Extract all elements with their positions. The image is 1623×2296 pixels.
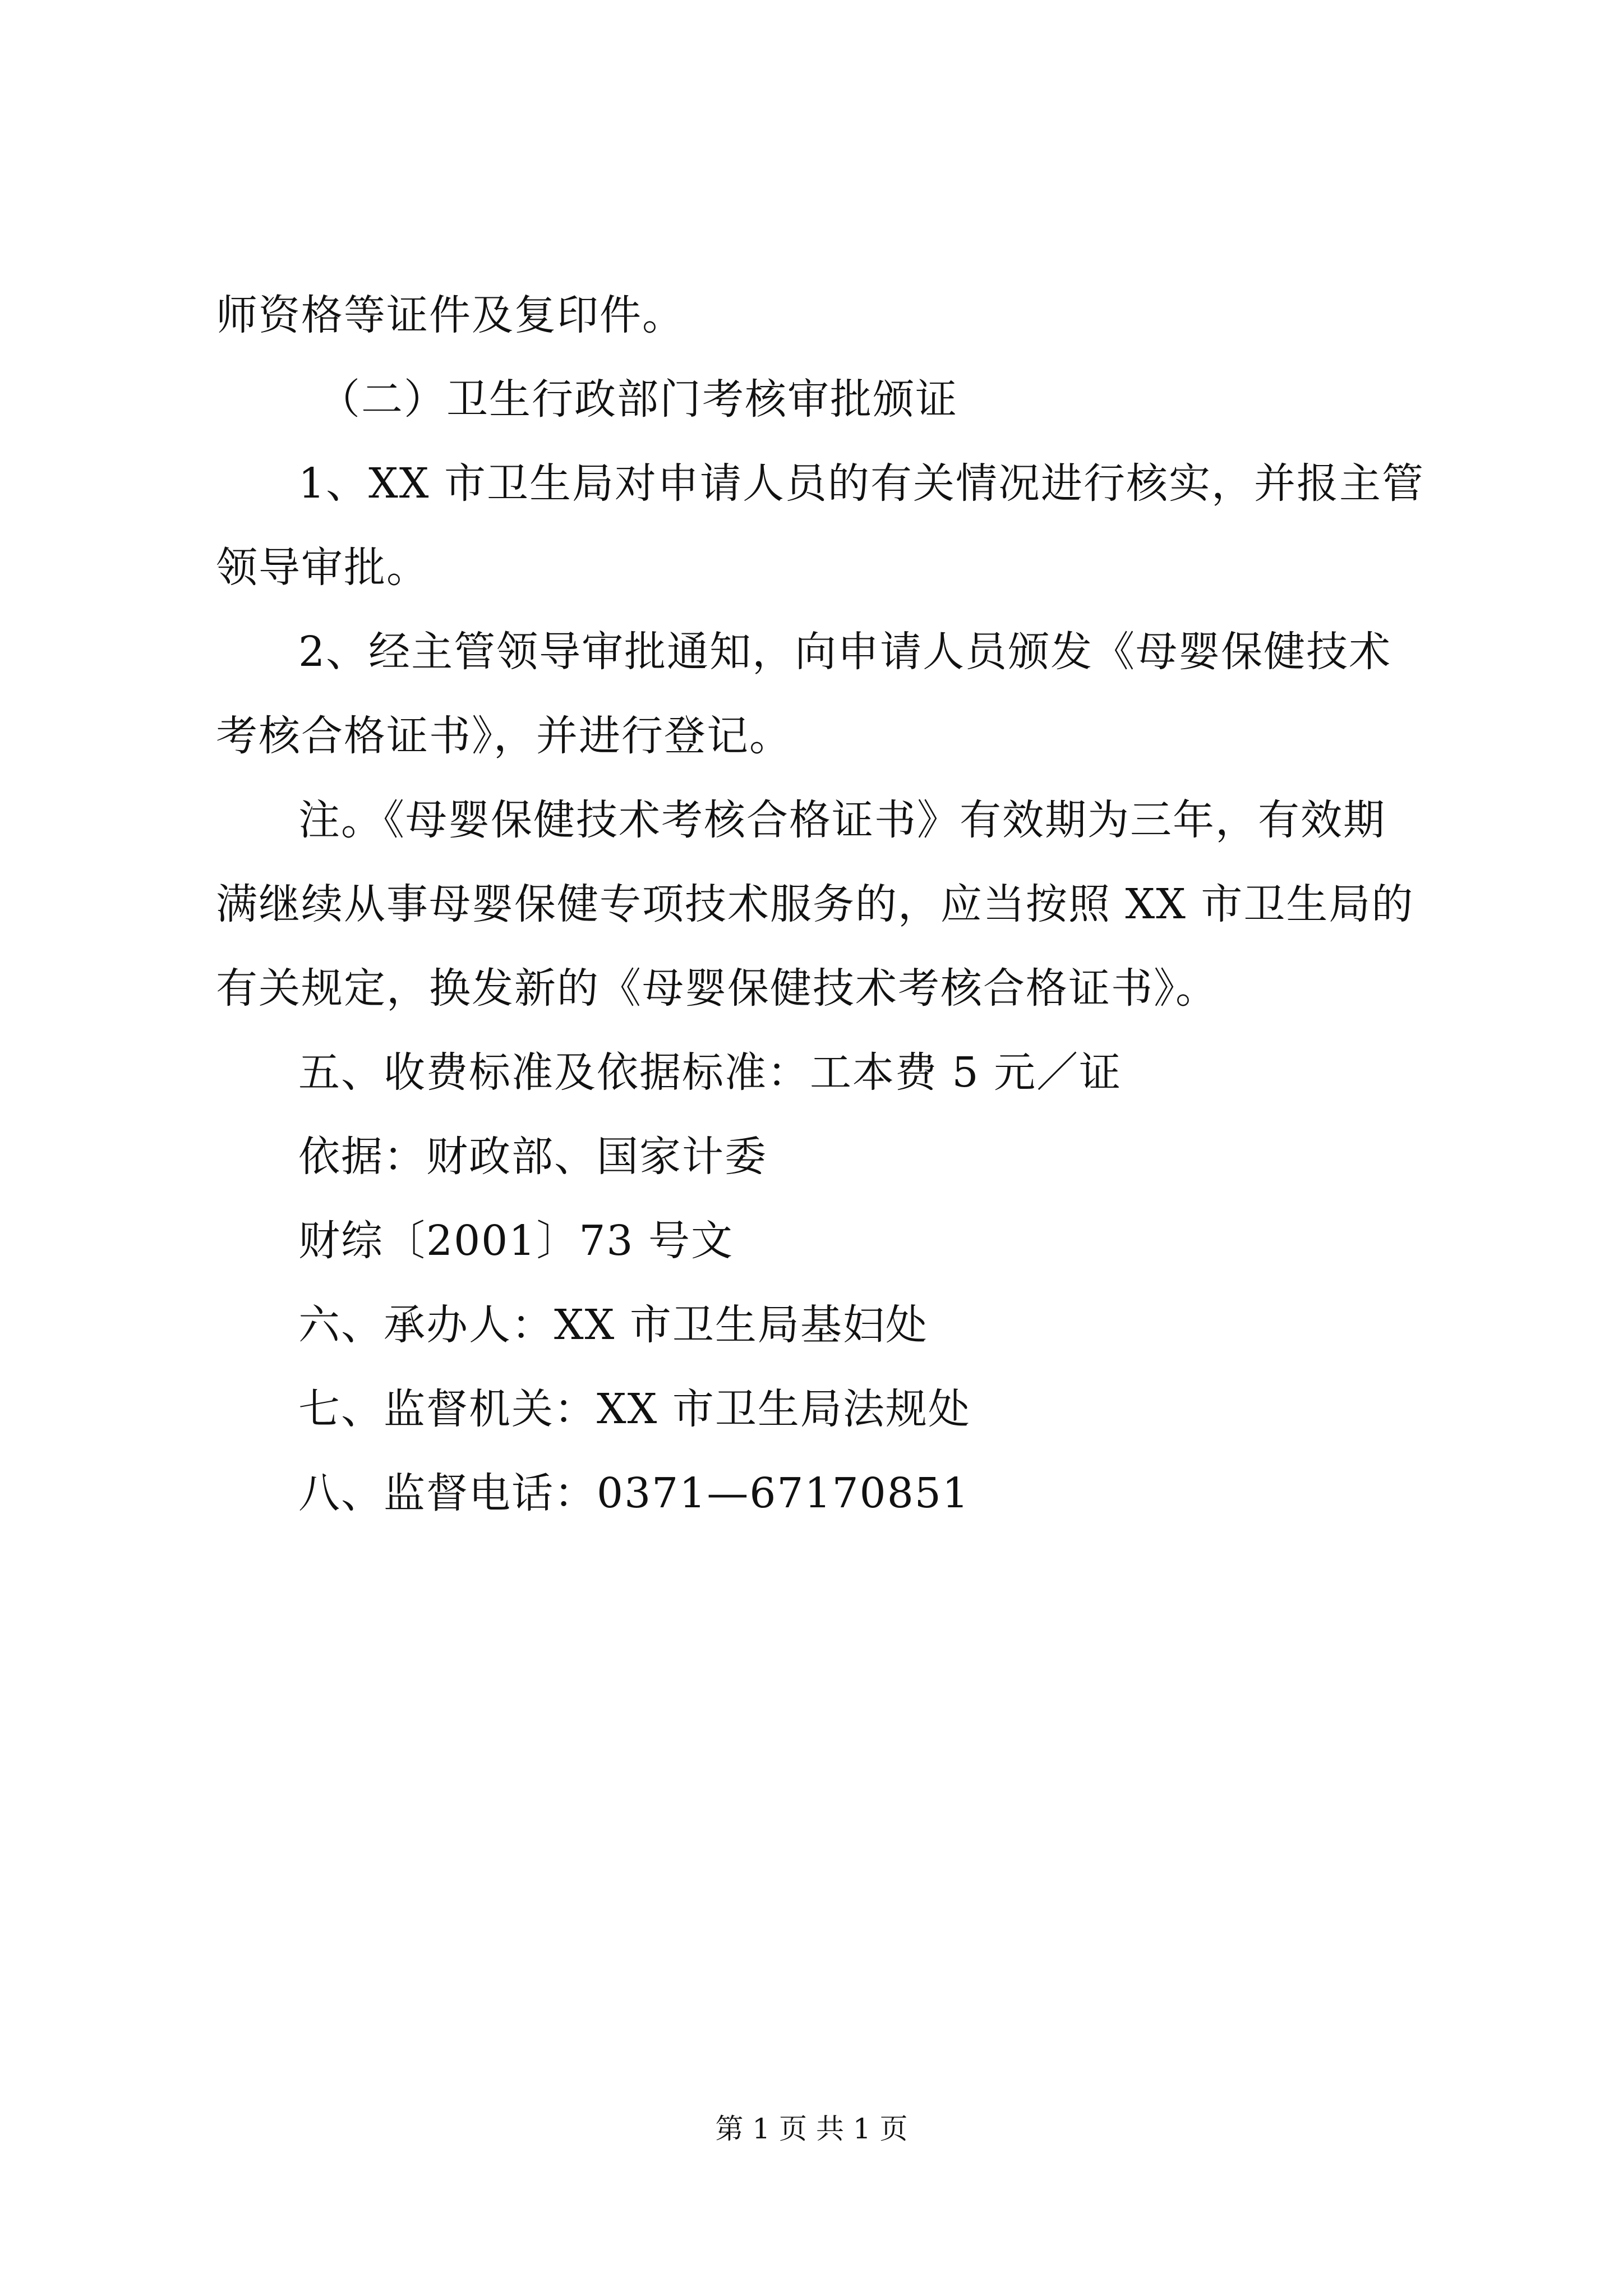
document-number-line: 财综〔2001〕73 号文 (298, 1217, 734, 1265)
text-line-1: 师资格等证件及复印件。 (216, 291, 685, 339)
section-heading-2: （二）卫生行政部门考核审批颁证 (319, 375, 958, 424)
text-line-6: 考核合格证书》，并进行登记。 (216, 712, 792, 760)
text-line-4: 领导审批。 (216, 544, 429, 592)
basis-line: 依据：财政部、国家计委 (298, 1133, 767, 1181)
text-line-9: 有关规定，换发新的《母婴保健技术考核合格证书》。 (216, 964, 1218, 1013)
supervisor-line: 七、监督机关：XX 市卫生局法规处 (298, 1385, 971, 1433)
text-line-7: 注。《母婴保健技术考核合格证书》有效期为三年，有效期 (298, 796, 1386, 844)
phone-line: 八、监督电话：0371—67170851 (298, 1469, 970, 1517)
text-line-8: 满继续从事母婴保健专项技术服务的，应当按照 XX 市卫生局的 (216, 880, 1414, 928)
fee-standard-line: 五、收费标准及依据标准：工本费 5 元／证 (298, 1048, 1122, 1097)
page-number-footer: 第 1 页 共 1 页 (715, 2113, 908, 2145)
handler-line: 六、承办人：XX 市卫生局基妇处 (298, 1301, 928, 1349)
text-line-3: 1、XX 市卫生局对申请人员的有关情况进行核实，并报主管 (298, 459, 1424, 508)
text-line-5: 2、经主管领导审批通知，向申请人员颁发《母婴保健技术 (298, 628, 1392, 676)
